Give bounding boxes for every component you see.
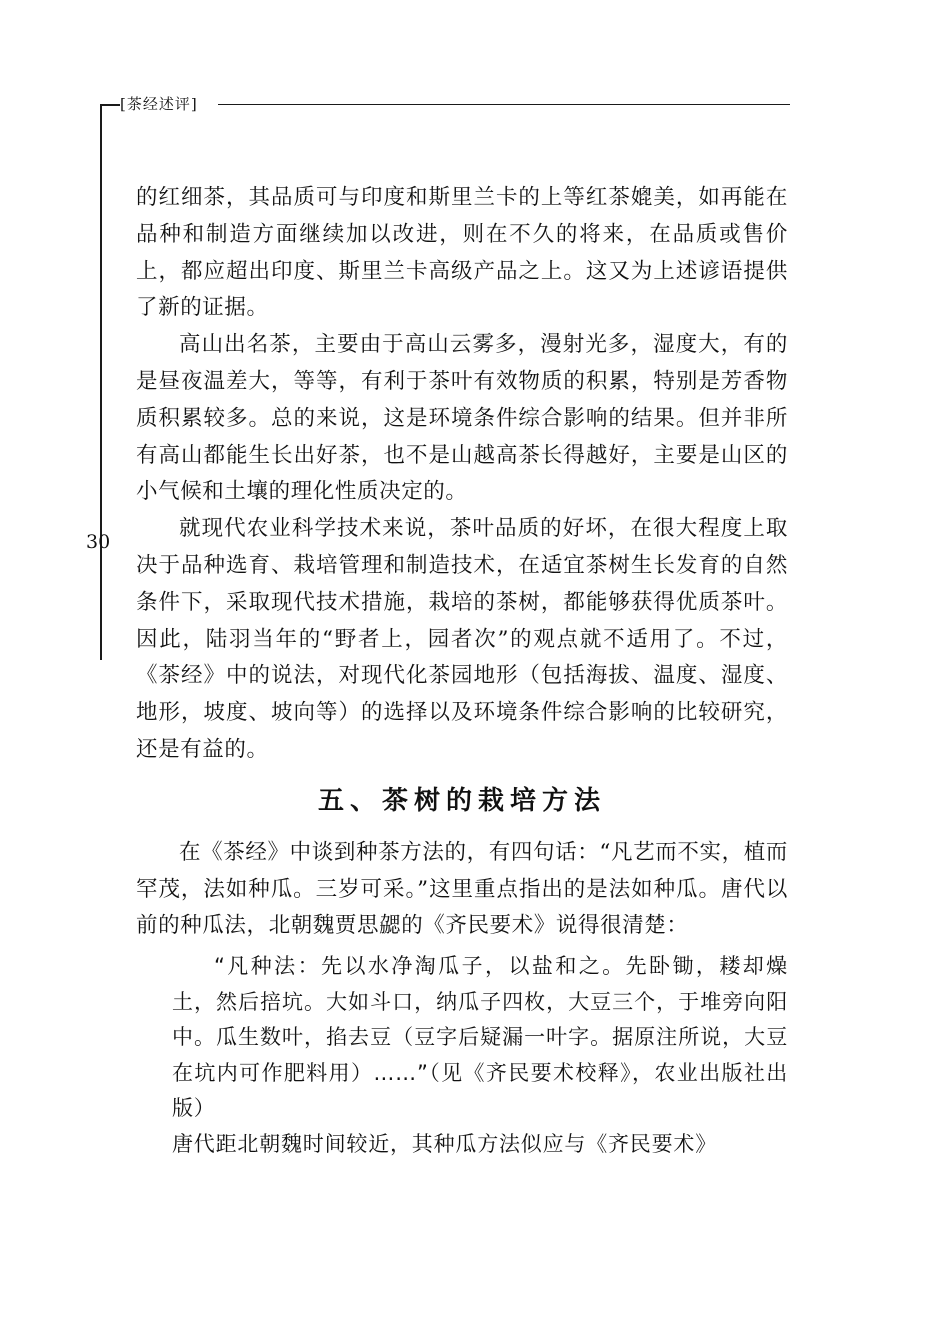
paragraph-continued: 的红细茶，其品质可与印度和斯里兰卡的上等红茶媲美，如再能在品种和制造方面继续加以改进，则在不久的将来，在品质或售价上，都应超出印度、斯里兰卡高级产品之上。这又为上述谚语提供了新的证据。 [136,185,788,321]
header-rule-left [100,104,120,106]
running-header [100,93,790,117]
running-title: [茶经述评] [120,95,198,113]
section-title: 五、茶树的栽培方法 [317,785,606,816]
block-quote-text: “凡种法：先以水净淘瓜子，以盐和之。先卧锄，耧却燥土，然后掊坑。大如斗口，纳瓜子四枚，大豆三个，于堆旁向阳中。瓜生数叶，掐去豆（豆字后疑漏一叶字。据原注所说，大豆在坑内可作肥料用）……”（见《齐民要术校释》，农业出版社出版） [172,954,788,1121]
header-rule-right [218,104,790,105]
paragraph-planting-method: 在《茶经》中谈到种茶方法的，有四句话：“凡艺而不实，植而罕茂，法如种瓜。三岁可采。”这里重点指出的是法如种瓜。唐代以前的种瓜法，北朝魏贾思勰的《齐民要术》说得很清楚： [136,839,788,939]
paragraph-high-mountain-tea: 高山出名茶，主要由于高山云雾多，漫射光多，湿度大，有的是昼夜温差大，等等，有利于茶叶有效物质的积累，特别是芳香物质积累较多。总的来说，这是环境条件综合影响的结果。但并非所有高山都能生长出好茶，也不是山越高茶长得越好，主要是山区的小气候和土壤的理化性质决定的。 [136,332,788,505]
margin-rule [100,104,102,660]
paragraph-modern-agriculture: 就现代农业科学技术来说，茶叶品质的好坏，在很大程度上取决于品种选育、栽培管理和制造技术，在适宜茶树生长发育的自然条件下，采取现代技术措施，栽培的茶树，都能够获得优质茶叶。因此，陆羽当年的“野者上，园者次”的观点就不适用了。不过，《茶经》中的说法，对现代化茶园地形（包括海拔、温度、湿度、地形，坡度、坡向等）的选择以及环境条件综合影响的比较研究，还是有益的。 [136,516,788,762]
block-quote [136,949,788,1127]
page-number: 30 [86,531,111,553]
paragraph-after-quote: 唐代距北朝魏时间较近，其种瓜方法似应与《齐民要术》 [172,1131,717,1156]
body-text [136,180,788,1162]
